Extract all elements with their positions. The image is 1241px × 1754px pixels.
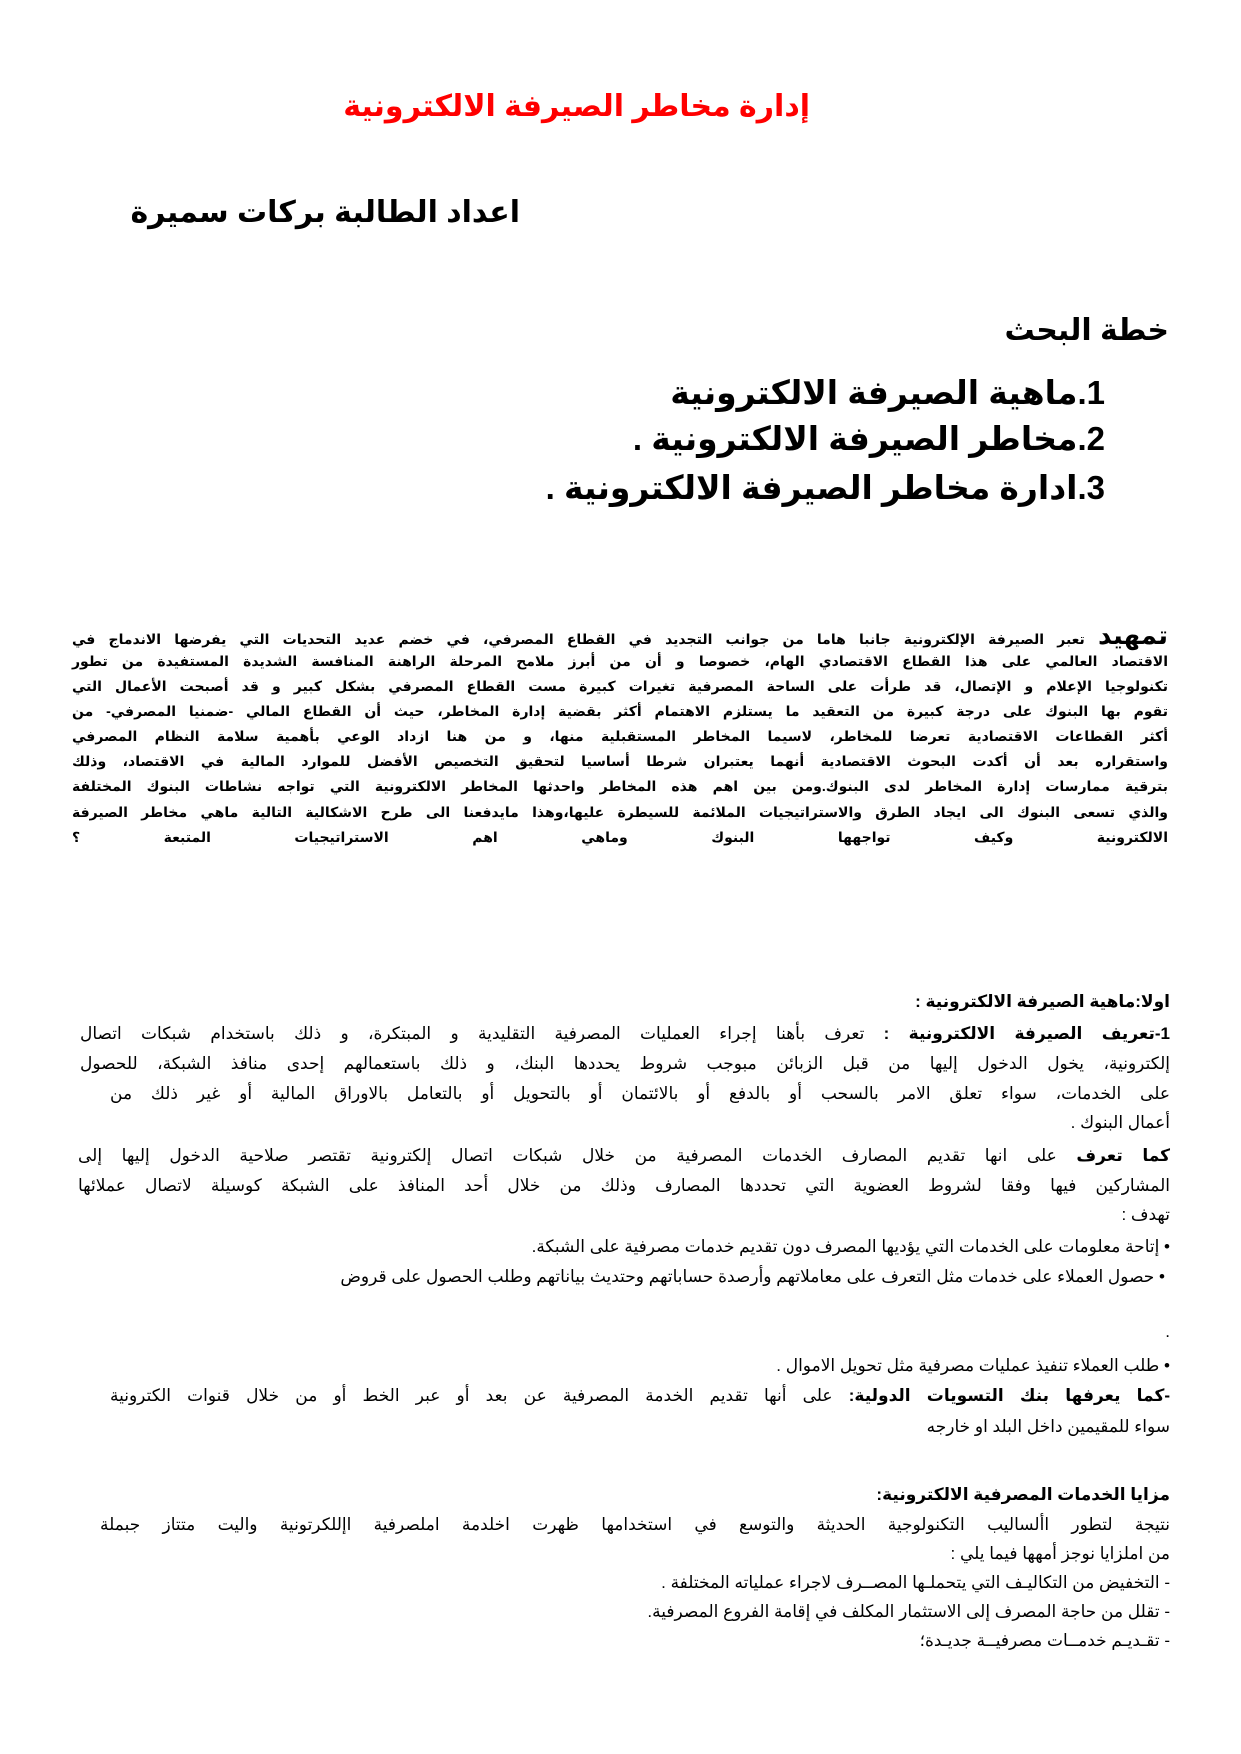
intro-lead: تمهيد [1098, 620, 1169, 650]
document-title: إدارة مخاطر الصيرفة الالكترونية [343, 90, 810, 123]
definition-line: إلكترونية، يخول الدخول إليها من قبل الزبائن مبوجب شروط يحددها البنك، و ذلك باستعمالهم إحدى منافذ الشبكة، للحصول [80, 1054, 1170, 1073]
advantages-item: - تقـديـم خدمــات مصرفيــة جديـدة؛ [919, 1631, 1170, 1650]
advantages-line: من املزايا نوجز أمهها فيما يلي : [950, 1544, 1170, 1563]
definition-line: 1-تعريف الصيرفة الالكترونية : تعرف بأهنا إجراء العمليات المصرفية التقليدية و المبتكرة، و ذلك باستخدام شبكات اتصال [80, 1024, 1171, 1043]
definition-line: أعمال البنوك . [1070, 1113, 1170, 1132]
bullet-item: • حصول العملاء على خدمات مثل التعرف على معاملاتهم وأرصدة حساباتهم وحتديث بياناتهم وطلب الحصول على قروض [340, 1267, 1165, 1286]
intro-first-line: تمهيد تعبر الصيرفة الإلكترونية جانبا هاما من جوانب التجديد في القطاع المصرفي، في خضم عديد التحديات التي يفرضها الاندماج في [72, 620, 1169, 650]
intro-line: تقوم بها البنوك على درجة كبيرة من التعقيد ما يستلزم الاهتمام أكثر بقضية إدارة المخاطر، حيث أن القطاع المالي -ضمنيا المصرفي- من [72, 703, 1168, 719]
plan-item: 1.ماهية الصيرفة الالكترونية [670, 374, 1105, 411]
intro-line: تكنولوجيا الإعلام و الإتصال، قد طرأت على الساحة المصرفية تغيرات كبيرة مست القطاع المصرفي بشكل كبير و قد أصبحت الأعمال التي [72, 678, 1168, 694]
definition-line: تهدف : [1121, 1205, 1170, 1224]
intro-line: بترقية ممارسات إدارة المخاطر لدى البنوك.ومن بين اهم هذه المخاطر واحدثها المخاطر الالكترونية التي تواجه نشاطات البنوك المختلفة [72, 778, 1168, 794]
plan-heading: خطة البحث [1004, 314, 1169, 347]
intro-line: الالكترونية وكيف تواجهها البنوك وماهي اهم الاستراتيجيات المتبعة ؟ [72, 829, 1168, 845]
intro-line: أكثر القطاعات الاقتصادية تعرضا للمخاطر، لاسيما المخاطر المستقبلية منها، و من هنا ازداد الوعي بأهمية سلامة النظام المصرفي [72, 728, 1168, 744]
bis-line: -كما يعرفها بنك التسويات الدولية: على أنها تقديم الخدمة المصرفية عن بعد أو عبر الخط أو من خلال قنوات الكترونية [110, 1386, 1170, 1405]
bis-line: سواء للمقيمين داخل البلد او خارجه [926, 1417, 1170, 1436]
bullet-item: • طلب العملاء تنفيذ عمليات مصرفية مثل تحويل الاموال . [776, 1356, 1170, 1375]
intro-line: والذي تسعى البنوك الى ايجاد الطرق والاستراتيجيات الملائمة للسيطرة عليها،وهذا مايدفعنا الى طرح الاشكالية التالية ماهي مخاطر الصيرفة [72, 804, 1168, 820]
bullet-item: • إتاحة معلومات على الخدمات التي يؤديها المصرف دون تقديم خدمات مصرفية على الشبكة. [531, 1237, 1170, 1256]
definition-line: كما تعرف على انها تقديم المصارف الخدمات المصرفية من خلال شبكات اتصال إلكترونية تقتصر صلاحية الدخول إليها إلى [78, 1146, 1170, 1165]
advantages-line: نتيجة لتطور األساليب التكنولوجية الحديثة والتوسع في استخدامها ظهرت اخلدمة املصرفية اإللكرتونية واليت متتاز جبملة [100, 1515, 1170, 1534]
plan-item: 3.ادارة مخاطر الصيرفة الالكترونية . [545, 469, 1105, 506]
advantages-heading: مزايا الخدمات المصرفية الالكترونية: [876, 1485, 1170, 1504]
intro-line: واستقراره بعد أن أكدت البحوث الاقتصادية أنهما يعتبران شرطا أساسيا لتحقيق التخصيص الأفضل للموارد المالية في الاقتصاد، وذلك [72, 753, 1168, 769]
advantages-item: - تقلل من حاجة المصرف إلى الاستثمار المكلف في إقامة الفروع المصرفية. [647, 1602, 1170, 1621]
definition-line: على الخدمات، سواء تعلق الامر بالسحب أو بالدفع أو بالائتمان أو بالتحويل أو بالتعامل بالاوراق المالية أو غير ذلك من [110, 1084, 1170, 1103]
plan-item: 2.مخاطر الصيرفة الالكترونية . [632, 420, 1105, 457]
advantages-item: - التخفيض من التكاليـف التي يتحملـها المصــرف لاجراء عملياته المختلفة . [661, 1573, 1170, 1592]
author-line: اعداد الطالبة بركات سميرة [130, 196, 520, 229]
intro-line: الاقتصاد العالمي على هذا القطاع الاقتصادي الهام، خصوصا و أن من أبرز ملامح المرحلة الراهنة المنافسة الشديدة المستفيدة من تطور [72, 653, 1168, 669]
section1-heading: اولا:ماهية الصيرفة الالكترونية : [915, 992, 1170, 1011]
bullet-item: . [1165, 1322, 1170, 1341]
definition-line: المشاركين فيها وفقا لشروط العضوية التي تحددها المصارف وذلك من خلال أحد المنافذ على الشبكة كوسيلة لاتصال عملائها [78, 1176, 1170, 1195]
